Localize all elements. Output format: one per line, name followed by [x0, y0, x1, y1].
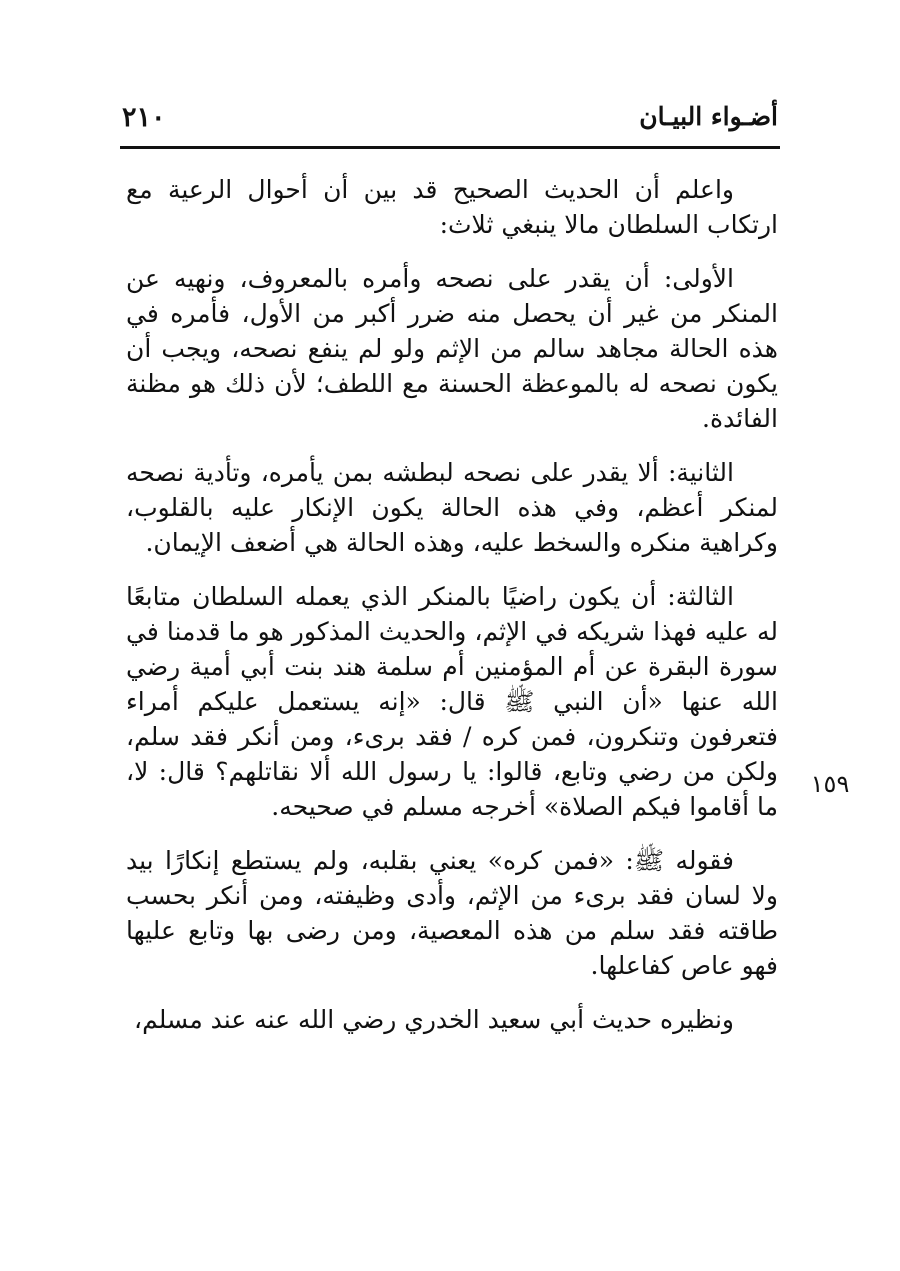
margin-page-reference: ١٥٩ [810, 770, 850, 798]
paragraph-intro: واعلم أن الحديث الصحيح قد بين أن أحوال الرعية مع ارتكاب السلطان مالا ينبغي ثلاث: [126, 175, 778, 239]
header-rule [120, 146, 780, 149]
paragraph-third-state: الثالثة: أن يكون راضيًا بالمنكر الذي يعمله السلطان متابعًا له عليه فهذا شريكه في الإثم، والحديث المذكور هو ما قدمنا في سورة البقرة عن أم المؤمنين أم سلمة هند بنت أبي أمية رضي الله عنها «أن النبي ﷺ قال: «إنه يستعمل عليكم أمراء فتعرفون وتنكرون، فمن كره / فقد برىء، ومن أنكر فقد سلم، ولكن من رضي وتابع، قالوا: يا رسول الله ألا نقاتلهم؟ قال: لا، ما أقاموا فيكم الصلاة» أخرجه مسلم في صحيحه. [126, 582, 778, 821]
paragraph-analogue: ونظيره حديث أبي سعيد الخدري رضي الله عنه عند مسلم، [134, 1005, 734, 1034]
book-title: أضـواء البيـان [639, 102, 778, 131]
page-body [126, 172, 778, 1056]
paragraph-second-state: الثانية: ألا يقدر على نصحه لبطشه بمن يأمره، وتأدية نصحه لمنكر أعظم، وفي هذه الحالة يكون الإنكار عليه بالقلوب، وكراهية منكره والسخط عليه، وهذه الحالة هي أضعف الإيمان. [126, 458, 778, 557]
paragraph-first-state: الأولى: أن يقدر على نصحه وأمره بالمعروف، ونهيه عن المنكر من غير أن يحصل منه ضرر أكبر من الأول، فأمره في هذه الحالة مجاهد سالم من الإثم ولو لم ينفع نصحه، ويجب أن يكون نصحه له بالموعظة الحسنة مع اللطف؛ لأن ذلك هو مظنة الفائدة. [126, 264, 778, 433]
paragraph-explanation: فقوله ﷺ: «فمن كره» يعني بقلبه، ولم يستطع إنكارًا بيد ولا لسان فقد برىء من الإثم، وأدى وظيفته، ومن أنكر بحسب طاقته فقد سلم من هذه المعصية، ومن رضى بها وتابع عليها فهو عاص كفاعلها. [126, 846, 778, 980]
page-header [122, 98, 778, 142]
page-number: ٢١٠ [122, 102, 166, 133]
